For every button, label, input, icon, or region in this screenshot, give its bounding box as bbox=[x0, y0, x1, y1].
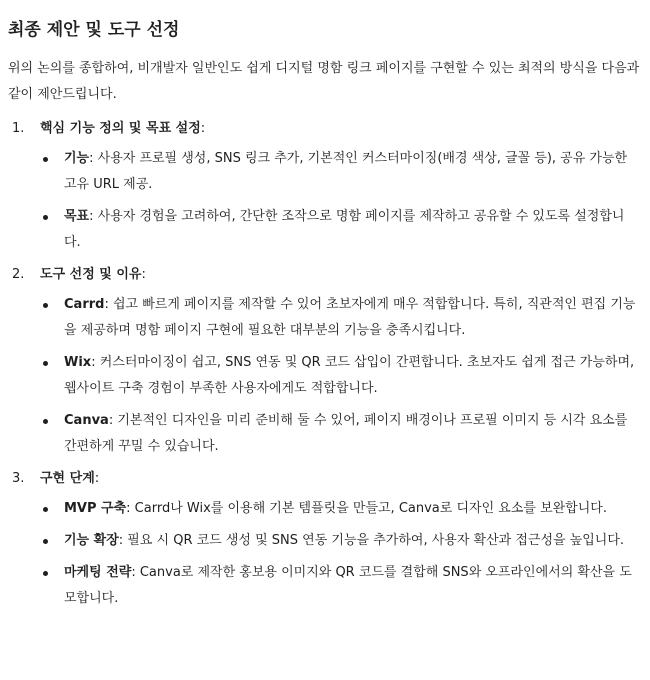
list-item bbox=[8, 146, 640, 198]
step-heading bbox=[8, 262, 640, 288]
bullet-term: 기능 bbox=[64, 151, 90, 166]
bullet-text: : 커스터마이징이 쉽고, SNS 연동 및 QR 코드 삽입이 간편합니다. 초보자도 쉽게 접근 가능하며, 웹사이트 구축 경험이 부족한 사용자에게도 적합합니다. bbox=[64, 355, 635, 396]
step-number: 2. bbox=[12, 267, 25, 282]
bullet-term: 기능 확장 bbox=[64, 533, 119, 548]
bullet-icon bbox=[8, 350, 64, 402]
bullet-icon bbox=[8, 146, 64, 198]
list-item bbox=[8, 560, 640, 612]
bullet-icon bbox=[8, 408, 64, 460]
step-colon: : bbox=[94, 471, 100, 486]
bullet-icon bbox=[8, 292, 64, 344]
step-item bbox=[8, 262, 640, 460]
step-title: 도구 선정 및 이유 bbox=[40, 267, 142, 282]
bullet-icon bbox=[8, 496, 64, 522]
step-title: 핵심 기능 정의 및 목표 설정 bbox=[40, 121, 201, 136]
bullet-term: 목표 bbox=[64, 209, 90, 224]
step-heading bbox=[8, 116, 640, 142]
bullet-term: 마케팅 전략 bbox=[64, 565, 132, 580]
list-item bbox=[8, 496, 640, 522]
step-colon: : bbox=[200, 121, 206, 136]
bullet-text: : 기본적인 디자인을 미리 준비해 둘 수 있어, 페이지 배경이나 프로필 이미지 등 시각 요소를 간편하게 꾸밀 수 있습니다. bbox=[64, 413, 628, 454]
bullet-list bbox=[8, 292, 640, 460]
bullet-text: : Carrd나 Wix를 이용해 기본 템플릿을 만들고, Canva로 디자인 요소를 보완합니다. bbox=[126, 501, 607, 516]
bullet-text: : 필요 시 QR 코드 생성 및 SNS 연동 기능을 추가하여, 사용자 확산과 접근성을 높입니다. bbox=[118, 533, 625, 548]
bullet-term: MVP 구축 bbox=[64, 501, 127, 516]
bullet-text: : 사용자 프로필 생성, SNS 링크 추가, 기본적인 커스터마이징(배경 색상, 글꼴 등), 공유 가능한 고유 URL 제공. bbox=[64, 151, 628, 192]
steps-list bbox=[8, 116, 640, 612]
bullet-term: Wix bbox=[64, 355, 92, 370]
bullet-icon bbox=[8, 204, 64, 256]
step-heading bbox=[8, 466, 640, 492]
list-item bbox=[8, 350, 640, 402]
step-number: 1. bbox=[12, 121, 25, 136]
step-number: 3. bbox=[12, 471, 25, 486]
bullet-icon bbox=[8, 528, 64, 554]
bullet-term: Carrd bbox=[64, 297, 105, 312]
bullet-icon bbox=[8, 560, 64, 612]
step-item bbox=[8, 116, 640, 256]
bullet-text: : 사용자 경험을 고려하여, 간단한 조작으로 명함 페이지를 제작하고 공유할 수 있도록 설정합니다. bbox=[64, 209, 625, 250]
bullet-term: Canva bbox=[64, 413, 109, 428]
bullet-text: : 쉽고 빠르게 페이지를 제작할 수 있어 초보자에게 매우 적합합니다. 특히, 직관적인 편집 기능을 제공하며 명함 페이지 구현에 필요한 대부분의 기능을 충족시킵니다. bbox=[64, 297, 636, 338]
list-item bbox=[8, 204, 640, 256]
page-title: 최종 제안 및 도구 선정 bbox=[8, 20, 180, 40]
step-title: 구현 단계 bbox=[40, 471, 95, 486]
list-item bbox=[8, 528, 640, 554]
bullet-list bbox=[8, 146, 640, 256]
intro-paragraph: 위의 논의를 종합하여, 비개발자 일반인도 쉽게 디지털 명함 링크 페이지를 구현할 수 있는 최적의 방식을 다음과 같이 제안드립니다. bbox=[8, 61, 640, 102]
bullet-list bbox=[8, 496, 640, 612]
list-item bbox=[8, 292, 640, 344]
step-colon: : bbox=[141, 267, 146, 282]
list-item bbox=[8, 408, 640, 460]
step-item bbox=[8, 466, 640, 612]
bullet-text: : Canva로 제작한 홍보용 이미지와 QR 코드를 결합해 SNS와 오프라인에서의 확산을 도모합니다. bbox=[64, 565, 632, 606]
